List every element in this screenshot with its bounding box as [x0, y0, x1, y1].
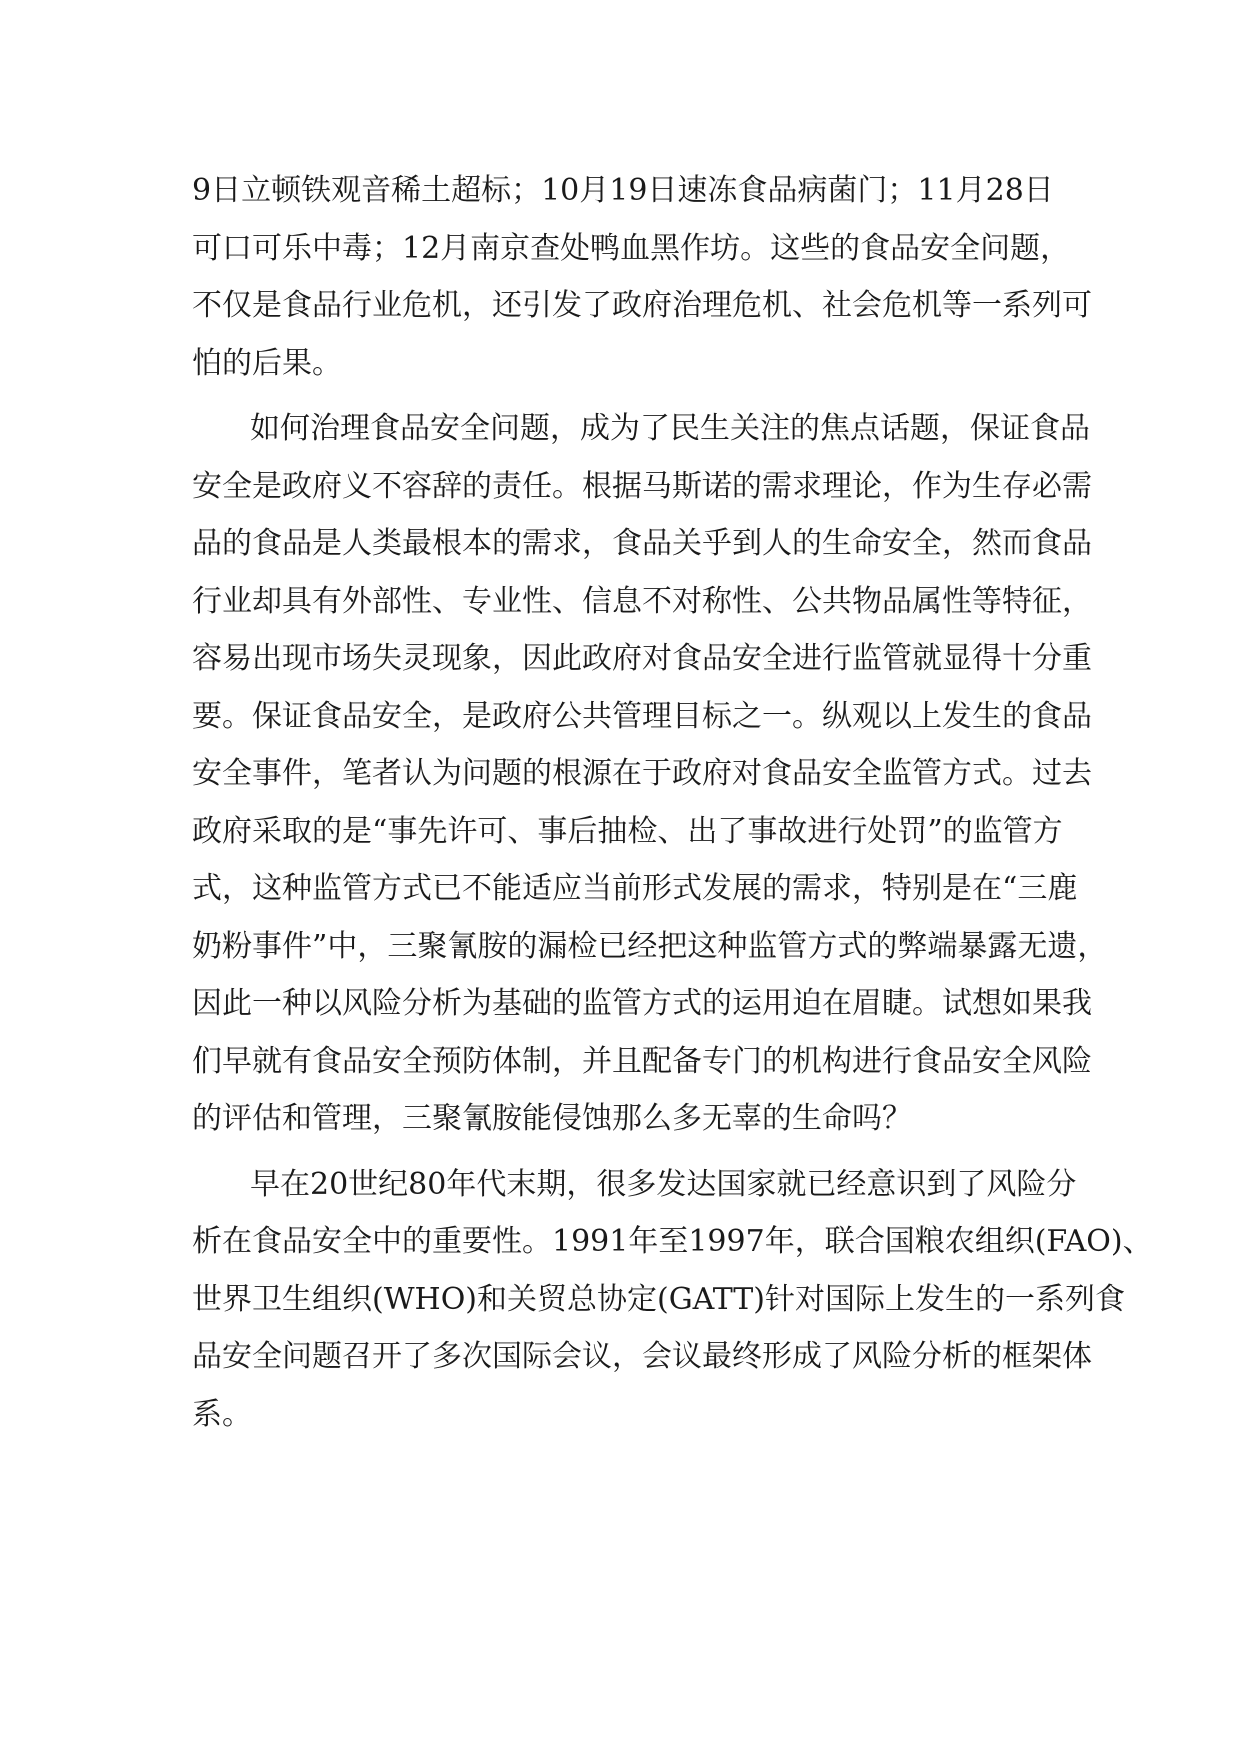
text-line: 安全是政府义不容辞的责任。根据马斯诺的需求理论，作为生存必需: [192, 468, 1092, 504]
text-line: 们早就有食品安全预防体制，并且配备专门的机构进行食品安全风险: [192, 1043, 1092, 1079]
body-text: [192, 162, 1153, 1443]
text-line: 行业却具有外部性、专业性、信息不对称性、公共物品属性等特征，: [192, 583, 1092, 619]
text-line: 奶粉事件”中，三聚氰胺的漏检已经把这种监管方式的弊端暴露无遗，: [192, 928, 1108, 964]
text-line: 品的食品是人类最根本的需求，食品关乎到人的生命安全，然而食品: [192, 526, 1092, 561]
text-line: 不仅是食品行业危机，还引发了政府治理危机、社会危机等一系列可: [192, 288, 1092, 323]
paragraph-2: [192, 400, 1108, 1148]
paragraph-3: [192, 1156, 1153, 1444]
text-line: 析在食品安全中的重要性。1991年至1997年，联合国粮农组织(FAO)、: [192, 1224, 1153, 1259]
text-line: 可口可乐中毒；12月南京查处鸭血黑作坊。这些的食品安全问题，: [192, 230, 1071, 266]
text-line: 如何治理食品安全问题，成为了民生关注的焦点话题，保证食品: [250, 411, 1090, 446]
paragraph-1: [192, 162, 1092, 392]
text-line: 9日立顿铁观音稀土超标；10月19日速冻食品病菌门；11月28日: [192, 173, 1054, 208]
text-line: 世界卫生组织(WHO)和关贸总协定(GATT)针对国际上发生的一系列食: [192, 1281, 1125, 1317]
text-line: 政府采取的是“事先许可、事后抽检、出了事故进行处罚”的监管方: [192, 813, 1063, 849]
text-line: 早在20世纪80年代末期，很多发达国家就已经意识到了风险分: [250, 1166, 1077, 1202]
text-line: 容易出现市场失灵现象，因此政府对食品安全进行监管就显得十分重: [192, 641, 1092, 676]
text-line: 因此一种以风险分析为基础的监管方式的运用迫在眉睫。试想如果我: [192, 986, 1092, 1021]
text-line: 安全事件，笔者认为问题的根源在于政府对食品安全监管方式。过去: [192, 756, 1092, 791]
text-line: 品安全问题召开了多次国际会议，会议最终形成了风险分析的框架体: [192, 1339, 1092, 1374]
text-line: 的评估和管理，三聚氰胺能侵蚀那么多无辜的生命吗？: [192, 1101, 912, 1136]
text-line: 系。: [192, 1396, 252, 1432]
text-line: 式，这种监管方式已不能适应当前形式发展的需求，特别是在“三鹿: [192, 871, 1078, 906]
text-line: 要。保证食品安全，是政府公共管理目标之一。纵观以上发生的食品: [192, 698, 1092, 734]
text-line: 怕的后果。: [192, 345, 342, 381]
